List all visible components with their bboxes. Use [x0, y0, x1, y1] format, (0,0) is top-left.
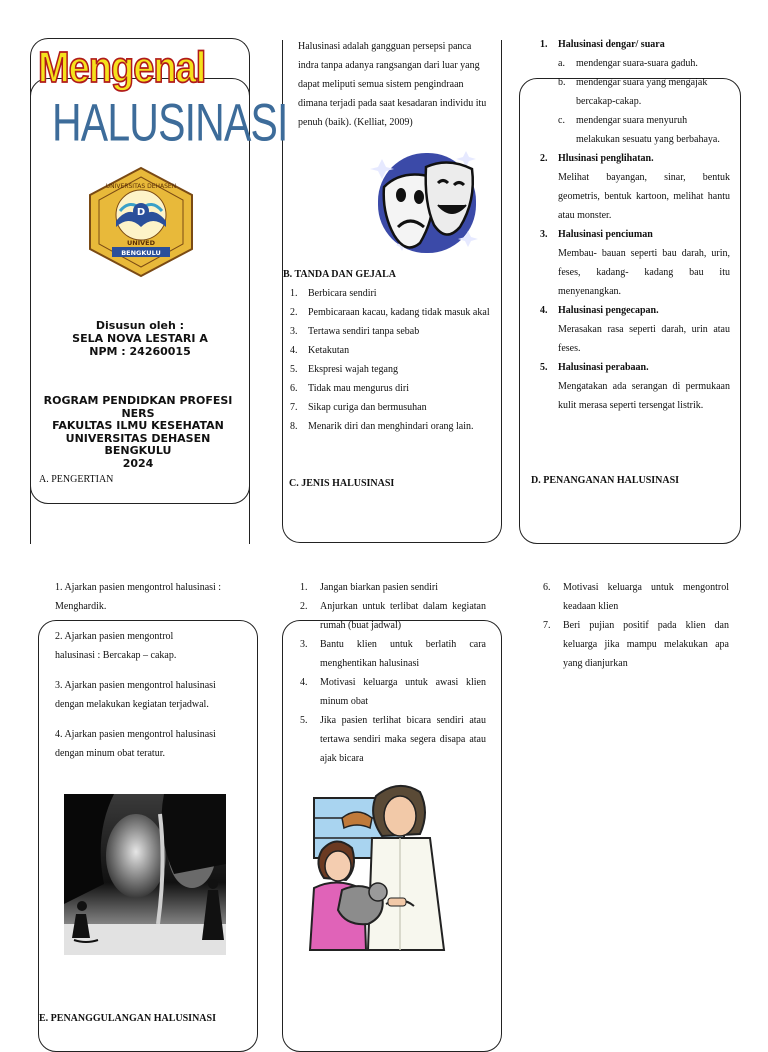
countermeasure-text: Jika pasien terlihat bicara sendiri atau tertawa sendiri maka segera disapa atau ajak bicara: [320, 715, 486, 764]
sign-item: [290, 417, 490, 436]
countermeasure-number: 1.: [300, 582, 308, 593]
countermeasure-text: Bantu klien untuk berlatih cara menghentikan halusinasi: [320, 639, 486, 669]
definition-text: Halusinasi adalah gangguan persepsi panca indra tanpa adanya rangsangan dari luar yang dapat meliputi semua sistem pengindraan dimana terjadi pada saat kesadaran individu itu penuh (baik). (Kelliat, 2009): [298, 41, 487, 128]
wordart-mengenal: Mengenal: [38, 44, 206, 93]
sign-number: 5.: [290, 364, 298, 375]
countermeasure-text: Beri pujian positif pada klien dan keluarga jika mampu melakukan apa yang dianjurkan: [563, 620, 729, 669]
program-line-4: BENGKULU: [104, 444, 172, 457]
type-5-title: Halusinasi perabaan.: [558, 362, 649, 373]
program-line-2: FAKULTAS ILMU KESEHATAN: [52, 419, 224, 432]
countermeasure-number: 3.: [300, 639, 308, 650]
hearing-type-number: c.: [558, 115, 565, 126]
type-2-heading: 2. Hlusinasi penglihatan.: [540, 149, 730, 168]
sign-number: 8.: [290, 421, 298, 432]
section-a-title: A. PENGERTIAN: [39, 474, 114, 485]
sign-item: [290, 284, 490, 303]
signs-list: [290, 284, 490, 436]
countermeasure-number: 2.: [300, 601, 308, 612]
countermeasure-item: [543, 616, 729, 673]
type-4-text: Merasakan rasa seperti darah, urin atau feses.: [558, 324, 730, 354]
handling-1: 1. Ajarkan pasien mengontrol halusinasi : Menghardik.: [55, 582, 222, 612]
theater-masks-icon: [368, 147, 484, 261]
logo-name-text: UNIVED: [126, 239, 156, 247]
sign-item: [290, 322, 490, 341]
type-1-heading: 1. Halusinasi dengar/ suara: [540, 35, 730, 54]
section-d-title: D. PENANGANAN HALUSINASI: [531, 475, 680, 486]
type-5-text: Mengatakan ada serangan di permukaan kulit merasa seperti tersengat listrik.: [558, 381, 730, 411]
sign-item: [290, 303, 490, 322]
sign-text: Sikap curiga dan bermusuhan: [308, 402, 427, 413]
hallucination-photo: [64, 794, 226, 955]
nurse-child-illustration: [302, 778, 460, 952]
countermeasure-number: 7.: [543, 620, 551, 631]
sign-text: Berbicara sendiri: [308, 288, 377, 299]
hearing-type-number: b.: [558, 77, 566, 88]
section-c-title: C. JENIS HALUSINASI: [289, 478, 395, 489]
sign-text: Ketakutan: [308, 345, 350, 356]
hearing-type-item: [558, 54, 730, 73]
author-npm: NPM : 24260015: [89, 345, 191, 358]
hearing-type-number: a.: [558, 58, 565, 69]
university-logo: [84, 165, 198, 279]
sign-text: Menarik diri dan menghindari orang lain.: [308, 421, 474, 432]
hearing-type-item: [558, 111, 730, 149]
sign-item: [290, 341, 490, 360]
program-line-1: ROGRAM PENDIDKAN PROFESI NERS: [43, 394, 233, 420]
author-block: [42, 319, 238, 358]
sign-number: 6.: [290, 383, 298, 394]
countermeasure-number: 4.: [300, 677, 308, 688]
type-4-title: Halusinasi pengecapan.: [558, 305, 659, 316]
logo-ring-text: UNIVERSITAS DEHASEN: [105, 183, 177, 190]
sign-item: [290, 379, 490, 398]
sign-item: [290, 398, 490, 417]
types-column: [540, 35, 730, 415]
type-2-text: Melihat bayangan, sinar, bentuk geometris, bentuk kartoon, melihat hantu atau monster.: [558, 172, 730, 221]
hearing-type-item: [558, 73, 730, 111]
hearing-type-text: mendengar suara yang mengajak bercakap-cakap.: [576, 77, 708, 107]
sign-text: Pembicaraan kacau, kadang tidak masuk akal: [308, 307, 490, 318]
countermeasure-item: [300, 635, 486, 673]
type-3-title: Halusinasi penciuman: [558, 229, 653, 240]
type-4-heading: 4. Halusinasi pengecapan.: [540, 301, 730, 320]
type-1-items: [540, 54, 730, 149]
program-block: [40, 395, 236, 470]
sign-text: Tertawa sendiri tanpa sebab: [308, 326, 420, 337]
countermeasure-number: 5.: [300, 715, 308, 726]
svg-text:D: D: [136, 207, 146, 218]
countermeasure-number: 6.: [543, 582, 551, 593]
countermeasure-item: [300, 673, 486, 711]
handling-2: 2. Ajarkan pasien mengontrol halusinasi : Bercakap – cakap.: [55, 631, 177, 661]
program-line-5: 2024: [122, 456, 154, 470]
handling-4: 4. Ajarkan pasien mengontrol halusinasi dengan minum obat teratur.: [55, 729, 216, 759]
countermeasure-text: Motivasi keluarga untuk mengontrol keadaan klien: [563, 582, 729, 612]
hearing-type-text: mendengar suara menyuruh melakukan sesuatu yang berbahaya.: [576, 115, 720, 145]
sign-number: 1.: [290, 288, 298, 299]
countermeasure-text: Jangan biarkan pasien sendiri: [320, 582, 439, 593]
sign-text: Ekspresi wajah tegang: [308, 364, 398, 375]
countermeasure-item: [543, 578, 729, 616]
countermeasure-item: [300, 578, 486, 597]
wordart-halusinasi: HALUSINASI: [52, 93, 288, 152]
type-1-title: Halusinasi dengar/ suara: [558, 39, 665, 50]
sign-item: [290, 360, 490, 379]
type-3-heading: 3. Halusinasi penciuman: [540, 225, 730, 244]
author-label: Disusun oleh :: [95, 319, 185, 332]
author-name: SELA NOVA LESTARI A: [72, 332, 208, 345]
countermeasures-list-b: [543, 578, 729, 673]
section-e-title: E. PENANGGULANGAN HALUSINASI: [39, 1013, 216, 1024]
type-5-heading: 5. Halusinasi perabaan.: [540, 358, 730, 377]
sign-text: Tidak mau mengurus diri: [308, 383, 410, 394]
section-b-title: B. TANDA DAN GEJALA: [283, 269, 396, 280]
program-line-3: UNIVERSITAS DEHASEN: [65, 431, 211, 445]
sign-number: 2.: [290, 307, 298, 318]
sign-number: 7.: [290, 402, 298, 413]
logo-city-text: BENGKULU: [121, 249, 161, 257]
countermeasures-list-a: [300, 578, 486, 768]
type-2-title: Hlusinasi penglihatan.: [558, 153, 654, 164]
countermeasure-item: [300, 597, 486, 635]
handling-3: 3. Ajarkan pasien mengontrol halusinasi dengan melakukan kegiatan terjadwal.: [55, 680, 216, 710]
countermeasure-item: [300, 711, 486, 768]
sign-number: 3.: [290, 326, 298, 337]
sign-number: 4.: [290, 345, 298, 356]
countermeasure-text: Motivasi keluarga untuk awasi klien minum obat: [320, 677, 486, 707]
hearing-type-text: mendengar suara-suara gaduh.: [576, 58, 698, 69]
type-3-text: Membau- bauan seperti bau darah, urin, feses, kadang- kadang bau itu menyenangkan.: [558, 248, 730, 297]
countermeasure-text: Anjurkan untuk terlibat dalam kegiatan rumah (buat jadwal): [320, 601, 486, 631]
